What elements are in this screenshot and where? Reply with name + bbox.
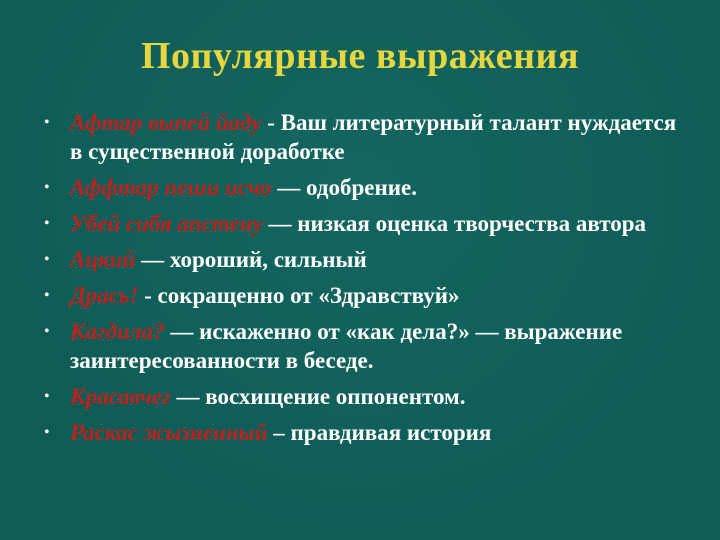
expression-term: Ацкий — [70, 247, 136, 272]
expression-description: — низкая оценка творчества автора — [262, 211, 646, 236]
bullet-icon: • — [44, 323, 50, 340]
list-item — [40, 173, 690, 202]
expression-description: — хороший, сильный — [135, 247, 367, 272]
expressions-list — [40, 108, 690, 454]
list-item — [40, 382, 690, 411]
expression-term: Красавчег — [70, 384, 171, 409]
expression-term: Убей сибя апстену — [70, 211, 263, 236]
bullet-icon: • — [44, 179, 50, 196]
expression-description: - Ваш литературный талант нуждается в существенной доработке — [70, 110, 677, 164]
list-item — [40, 317, 690, 375]
list-item — [40, 245, 690, 274]
expression-term: Кагдила? — [70, 319, 165, 344]
expression-description: - сокращенно от «Здравствуй» — [138, 283, 460, 308]
expression-term: Дрась! — [70, 283, 139, 308]
expression-term: Аффтар пеши исчо — [70, 175, 272, 200]
bullet-icon: • — [44, 388, 50, 405]
bullet-icon: • — [44, 114, 50, 131]
expression-description: — искаженно от «как дела?» — выражение заинтересованности в беседе. — [70, 319, 623, 373]
list-item — [40, 281, 690, 310]
expression-term: Раскас жызненный — [70, 420, 268, 445]
list-item — [40, 209, 690, 238]
expression-term: Афтар выпей йаду — [70, 110, 262, 135]
expression-description: – правдивая история — [267, 420, 492, 445]
list-item — [40, 108, 690, 166]
bullet-icon: • — [44, 215, 50, 232]
list-item — [40, 418, 690, 447]
expression-description: — одобрение. — [271, 175, 417, 200]
slide-title: Популярные выражения — [140, 35, 580, 77]
bullet-icon: • — [44, 424, 50, 441]
bullet-icon: • — [44, 287, 50, 304]
bullet-icon: • — [44, 251, 50, 268]
expression-description: — восхищение оппонентом. — [170, 384, 466, 409]
